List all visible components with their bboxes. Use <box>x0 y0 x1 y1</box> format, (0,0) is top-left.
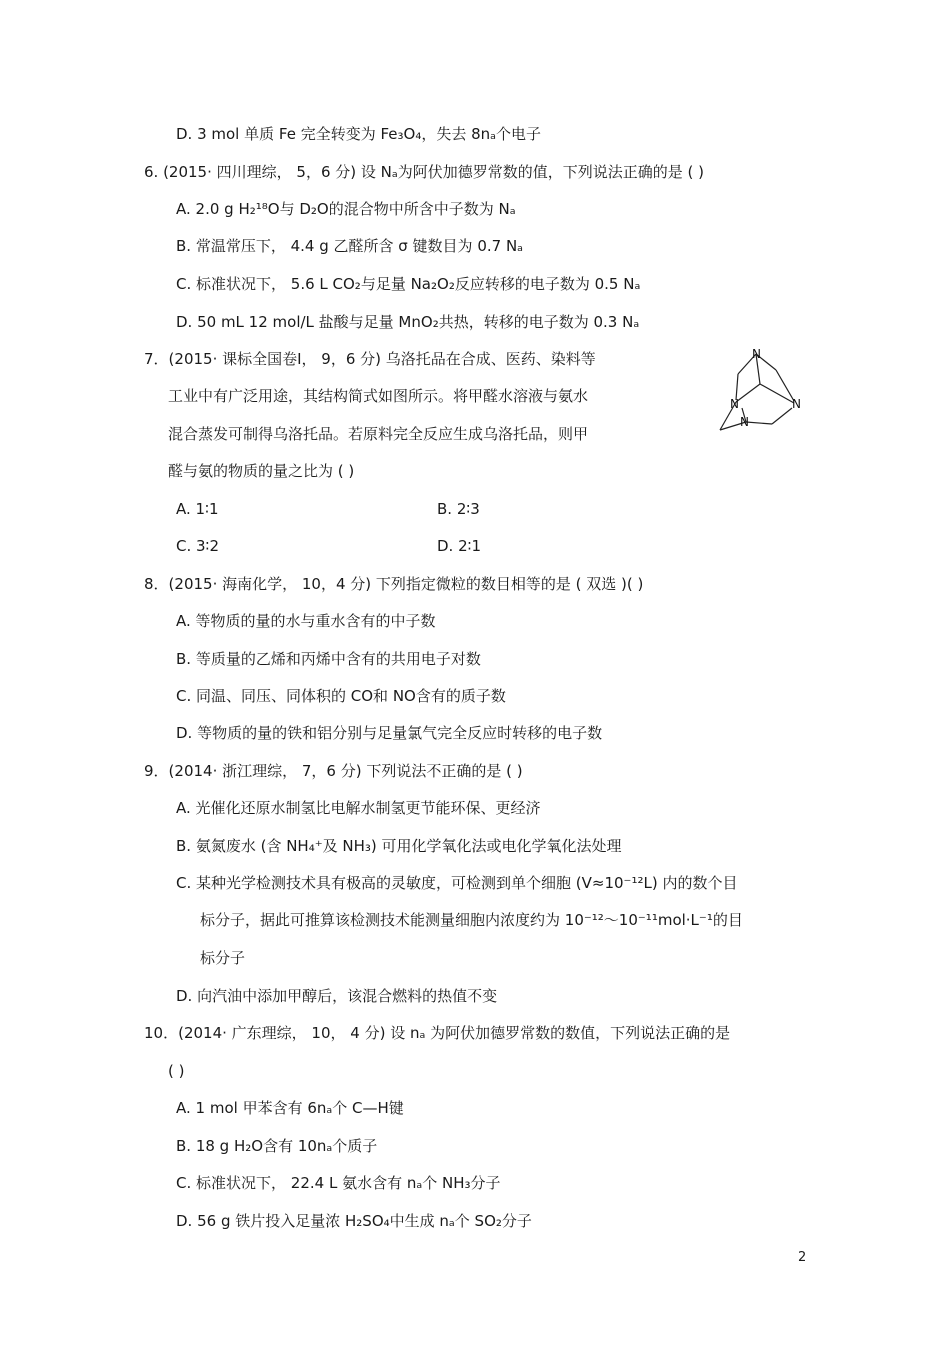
text-line: 8．(2015· 海南化学， 10，4 分) 下列指定微粒的数目相等的是 ( 双选 )( ) <box>144 575 644 593</box>
text-line: 6. (2015· 四川理综， 5，6 分) 设 Nₐ为阿伏加德罗常数的值，下列说法正确的是 ( ) <box>144 163 704 181</box>
text-line: D. 56 g 铁片投入足量浓 H₂SO₄中生成 nₐ个 SO₂分子 <box>176 1212 532 1230</box>
page-number: 2 <box>798 1250 807 1265</box>
text-line: C. 3∶2 <box>176 537 220 555</box>
text-line: A. 2.0 g H₂¹⁸O与 D₂O的混合物中所含中子数为 Nₐ <box>176 200 516 218</box>
text-line: 混合蒸发可制得乌洛托品。若原料完全反应生成乌洛托品，则甲 <box>168 425 589 443</box>
nitrogen-atom-right: N <box>792 397 801 411</box>
text-line: A. 等物质的量的水与重水含有的中子数 <box>176 612 436 630</box>
text-line: B. 2∶3 <box>437 500 480 518</box>
text-line: D. 向汽油中添加甲醇后，该混合燃料的热值不变 <box>176 987 498 1005</box>
nitrogen-atom-top: N <box>752 347 761 361</box>
text-line: 工业中有广泛用途，其结构简式如图所示。将甲醛水溶液与氨水 <box>168 387 589 405</box>
text-line: C. 标准状况下， 22.4 L 氨水含有 nₐ个 NH₃分子 <box>176 1174 501 1192</box>
text-line: B. 等质量的乙烯和丙烯中含有的共用电子对数 <box>176 650 481 668</box>
text-line: 标分子，据此可推算该检测技术能测量细胞内浓度约为 10⁻¹²～10⁻¹¹mol·L⁻¹的目 <box>200 911 743 929</box>
text-line: 10．(2014· 广东理综， 10， 4 分) 设 nₐ 为阿伏加德罗常数的数值，下列说法正确的是 <box>144 1024 731 1042</box>
text-line: C. 同温、同压、同体积的 CO和 NO含有的质子数 <box>176 687 506 705</box>
text-line: D. 3 mol 单质 Fe 完全转变为 Fe₃O₄，失去 8nₐ个电子 <box>176 125 542 143</box>
text-line: B. 氨氮废水 (含 NH₄⁺及 NH₃) 可用化学氧化法或电化学氧化法处理 <box>176 837 622 855</box>
text-line: B. 常温常压下， 4.4 g 乙醛所含 σ 键数目为 0.7 Nₐ <box>176 237 524 255</box>
text-line: 醛与氨的物质的量之比为 ( ) <box>168 462 355 480</box>
text-line: A. 光催化还原水制氢比电解水制氢更节能环保、更经济 <box>176 799 541 817</box>
text-line: B. 18 g H₂O含有 10nₐ个质子 <box>176 1137 378 1155</box>
text-line: 7．(2015· 课标全国卷Ⅰ， 9，6 分) 乌洛托品在合成、医药、染料等 <box>144 350 596 368</box>
text-line: 9．(2014· 浙江理综， 7，6 分) 下列说法不正确的是 ( ) <box>144 762 523 780</box>
text-line: D. 2∶1 <box>437 537 482 555</box>
text-line: D. 等物质的量的铁和铝分别与足量氯气完全反应时转移的电子数 <box>176 724 603 742</box>
nitrogen-atom-bottom: N <box>740 415 749 429</box>
text-line: ( ) <box>168 1062 185 1080</box>
text-line: C. 标准状况下， 5.6 L CO₂与足量 Na₂O₂反应转移的电子数为 0.5 Nₐ <box>176 275 641 293</box>
text-line: C. 某种光学检测技术具有极高的灵敏度，可检测到单个细胞 (V≈10⁻¹²L) 内的数个目 <box>176 874 738 892</box>
text-line: A. 1 mol 甲苯含有 6nₐ个 C—H键 <box>176 1099 404 1117</box>
urotropine-structure-diagram <box>712 340 812 440</box>
nitrogen-atom-left: N <box>730 397 739 411</box>
text-line: D. 50 mL 12 mol/L 盐酸与足量 MnO₂共热，转移的电子数为 0.3 Nₐ <box>176 313 640 331</box>
text-line: A. 1∶1 <box>176 500 219 518</box>
text-line: 标分子 <box>200 949 246 967</box>
